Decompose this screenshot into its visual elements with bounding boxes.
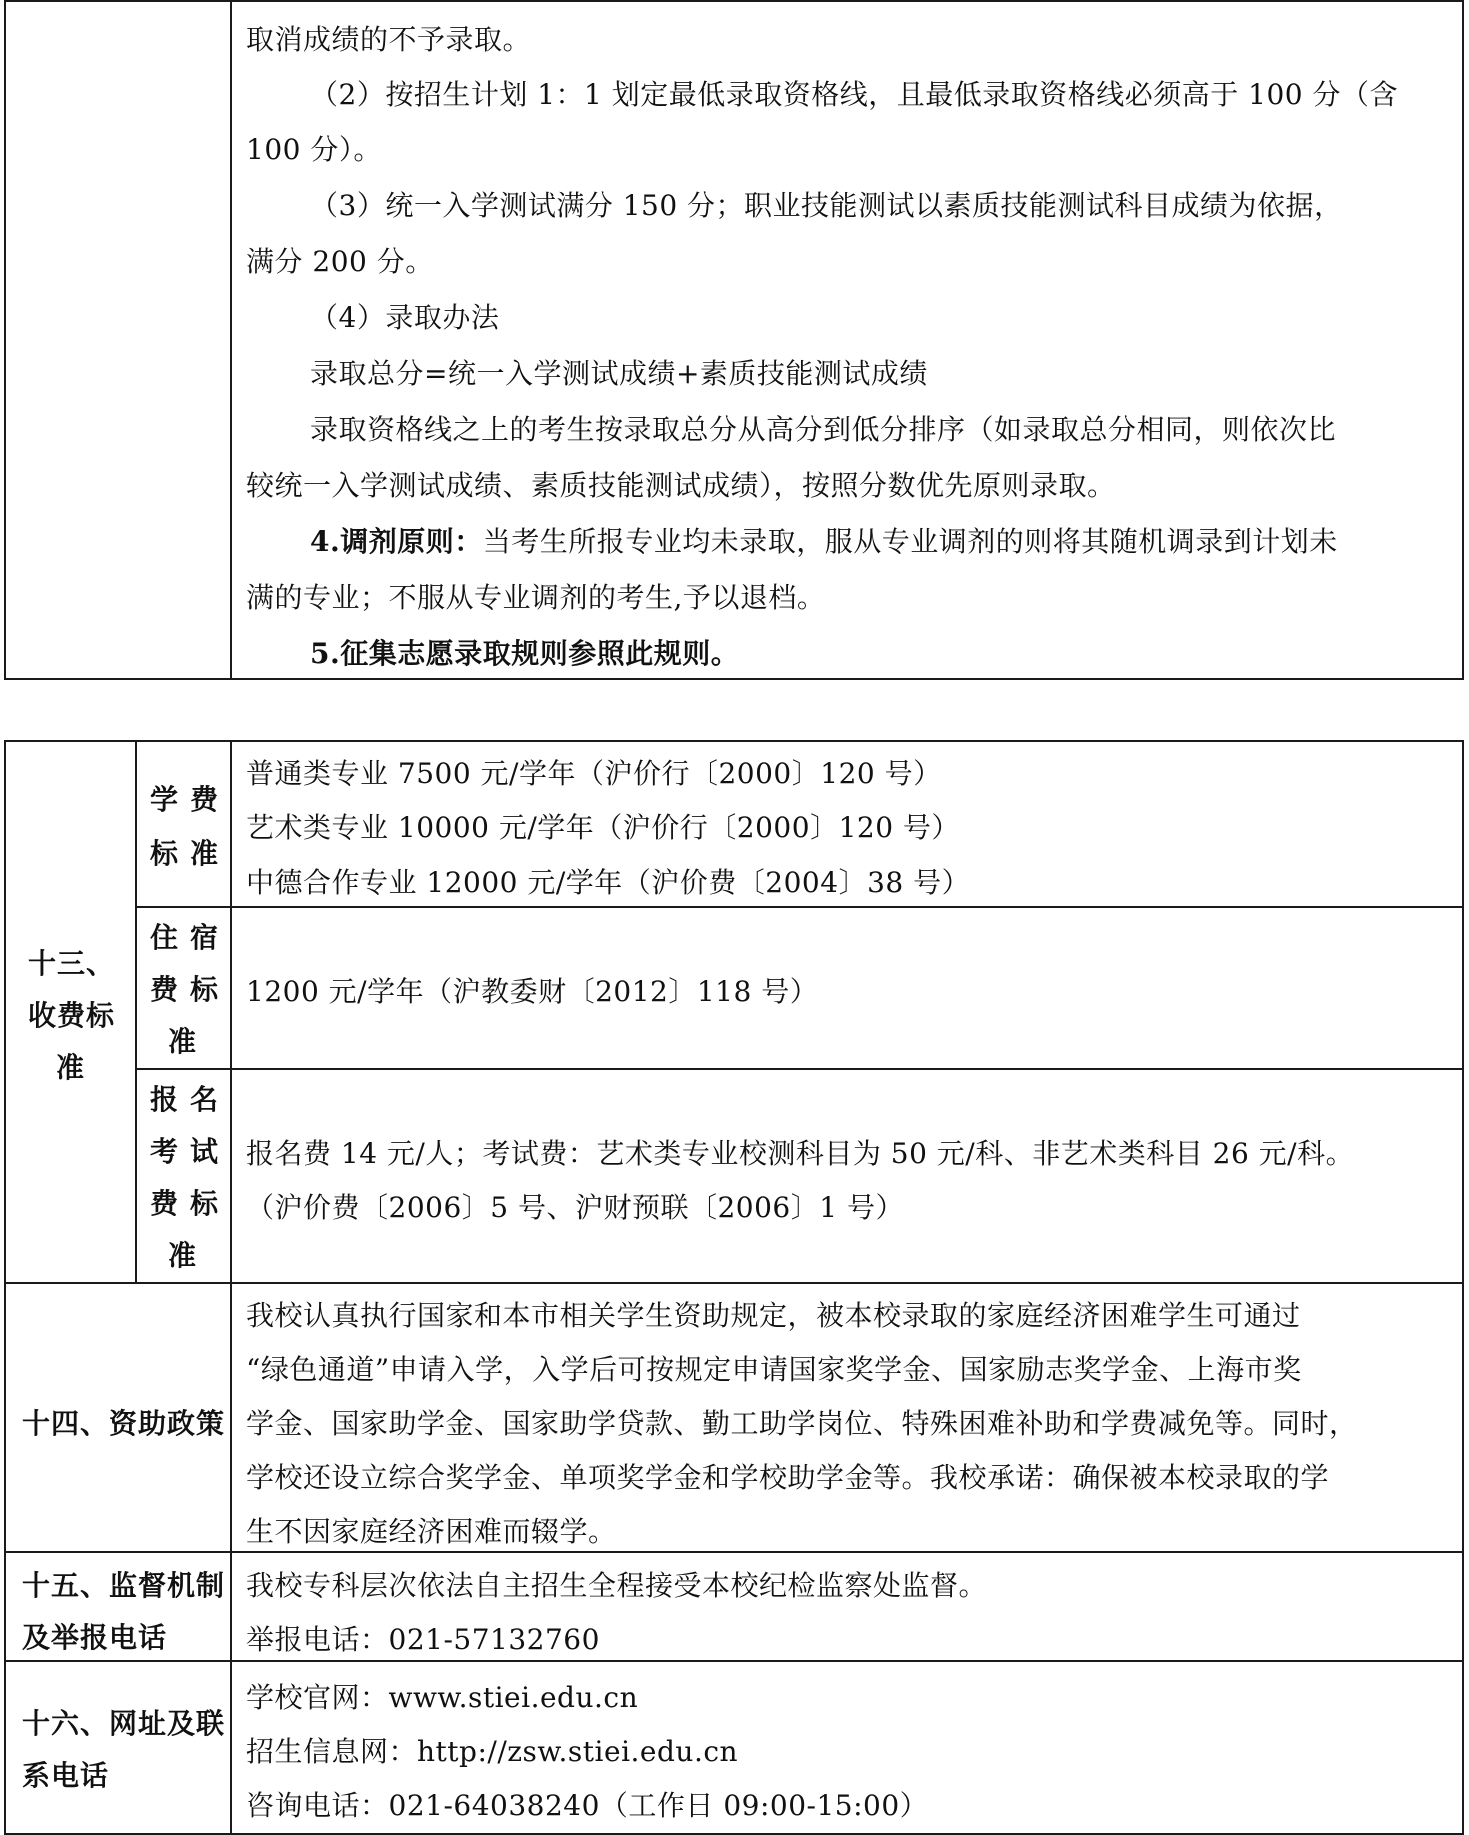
top-line-1: 取消成绩的不予录取。	[246, 23, 532, 56]
section13-label-1: 十三、	[28, 947, 116, 980]
section13-label-2: 收费标	[28, 999, 116, 1032]
rule-4-line	[310, 524, 1338, 560]
section14-line-5: 生不因家庭经济困难而辍学。	[246, 1515, 617, 1548]
rule-4-text: 当考生所报专业均未录取，服从专业调剂的则将其随机调录到计划未	[482, 525, 1338, 558]
bottom-table-border	[4, 740, 1464, 1835]
school-website: 学校官网：www.stiei.edu.cn	[246, 1681, 639, 1714]
rule-5: 5.征集志愿录取规则参照此规则。	[310, 637, 740, 670]
section15-label-1: 十五、监督机制	[22, 1569, 226, 1602]
lodging-label-1: 住宿	[150, 921, 231, 954]
consult-phone: 咨询电话：021-64038240（工作日 09:00-15:00）	[246, 1789, 929, 1822]
tuition-row-bottom	[135, 906, 1464, 908]
top-line-6: （4）录取办法	[310, 301, 500, 334]
section13-sub-divider	[135, 740, 137, 1283]
tuition-line-1: 普通类专业 7500 元/学年（沪价行〔2000〕120 号）	[246, 757, 942, 790]
top-line-9: 较统一入学测试成绩、素质技能测试成绩），按照分数优先原则录取。	[246, 469, 1116, 502]
section14-line-2: “绿色通道”申请入学，入学后可按规定申请国家奖学金、国家励志奖学金、上海市奖	[246, 1353, 1302, 1386]
admissions-website: 招生信息网：http://zsw.stiei.edu.cn	[246, 1735, 739, 1768]
exam-fee-label-1: 报名	[150, 1083, 231, 1116]
exam-fee-line-2: （沪价费〔2006〕5 号、沪财预联〔2006〕1 号）	[246, 1191, 904, 1224]
section14-line-3: 学金、国家助学金、国家助学贷款、勤工助学岗位、特殊困难补助和学费减免等。同时，	[246, 1407, 1358, 1440]
top-line-4: （3）统一入学测试满分 150 分；职业技能测试以素质技能测试科目成绩为依据，	[310, 189, 1343, 222]
lodging-row-bottom	[135, 1068, 1464, 1070]
lodging-label-2: 费标	[150, 973, 231, 1006]
section15-line-2: 举报电话：021-57132760	[246, 1623, 600, 1656]
lodging-label-3: 准	[168, 1025, 209, 1058]
section14-bottom	[4, 1551, 1464, 1553]
section14-line-4: 学校还设立综合奖学金、单项奖学金和学校助学金等。我校承诺：确保被本校录取的学	[246, 1461, 1330, 1494]
section15-bottom	[4, 1660, 1464, 1662]
rule-4-heading: 4.调剂原则：	[310, 525, 483, 558]
section15-line-1: 我校专科层次依法自主招生全程接受本校纪检监察处监督。	[246, 1569, 988, 1602]
bottom-main-divider	[230, 740, 232, 1835]
top-line-7: 录取总分=统一入学测试成绩+素质技能测试成绩	[310, 357, 928, 390]
exam-fee-label-2: 考试	[150, 1135, 231, 1168]
section16-label-1: 十六、网址及联	[22, 1707, 226, 1740]
top-line-10: 满的专业；不服从专业调剂的考生,予以退档。	[246, 581, 826, 614]
section13-bottom	[4, 1282, 1464, 1284]
lodging-text: 1200 元/学年（沪教委财〔2012〕118 号）	[246, 975, 819, 1008]
top-line-5: 满分 200 分。	[246, 245, 434, 278]
top-table-divider	[230, 0, 232, 680]
section14-line-1: 我校认真执行国家和本市相关学生资助规定，被本校录取的家庭经济困难学生可通过	[246, 1299, 1301, 1332]
tuition-label-1: 学费	[150, 783, 231, 816]
top-line-2: （2）按招生计划 1：1 划定最低录取资格线，且最低录取资格线必须高于 100 分（含	[310, 78, 1398, 111]
exam-fee-line-1: 报名费 14 元/人；考试费：艺术类专业校测科目为 50 元/科、非艺术类科目 26 元/科。	[246, 1137, 1355, 1170]
top-line-8: 录取资格线之上的考生按录取总分从高分到低分排序（如录取总分相同，则依次比	[310, 413, 1337, 446]
section14-label: 十四、资助政策	[22, 1407, 226, 1440]
tuition-label-2: 标准	[150, 837, 231, 870]
tuition-line-2: 艺术类专业 10000 元/学年（沪价行〔2000〕120 号）	[246, 811, 960, 844]
section16-label-2: 系电话	[22, 1759, 110, 1792]
exam-fee-label-4: 准	[168, 1239, 209, 1272]
exam-fee-label-3: 费标	[150, 1187, 231, 1220]
section15-label-2: 及举报电话	[22, 1621, 168, 1654]
tuition-line-3: 中德合作专业 12000 元/学年（沪价费〔2004〕38 号）	[246, 866, 971, 899]
section13-label-3: 准	[56, 1051, 86, 1084]
top-line-3: 100 分）。	[246, 133, 382, 166]
